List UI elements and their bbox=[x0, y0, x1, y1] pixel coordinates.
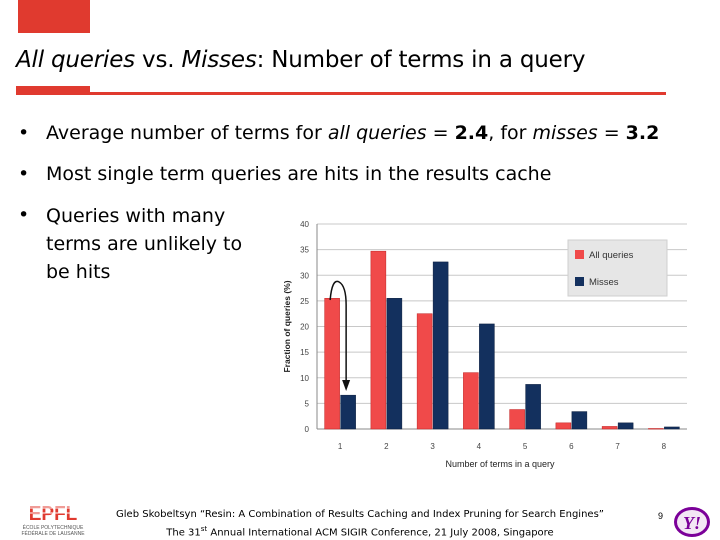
x-tick-label: 8 bbox=[661, 442, 667, 451]
bullet-dot: • bbox=[18, 163, 30, 185]
y-tick-label: 35 bbox=[300, 245, 309, 255]
terms-bar-chart bbox=[275, 210, 695, 475]
x-tick-label: 4 bbox=[476, 442, 482, 451]
bar-misses-4 bbox=[479, 324, 494, 429]
bar-all-queries-7 bbox=[602, 426, 617, 429]
bar-all-queries-3 bbox=[417, 314, 432, 429]
legend-swatch bbox=[575, 277, 584, 286]
page-number: 9 bbox=[658, 511, 664, 521]
x-tick-label: 7 bbox=[615, 442, 620, 451]
footer-line-2: The 31st Annual International ACM SIGIR Conference, 21 July 2008, Singapore bbox=[166, 525, 554, 539]
bar-all-queries-6 bbox=[556, 423, 571, 429]
title-rest: : Number of terms in a query bbox=[256, 47, 586, 73]
epfl-logo-sub1: ÉCOLE POLYTECHNIQUE bbox=[22, 525, 84, 531]
footer-line-1: Gleb Skobeltsyn “Resin: A Combination of Results Caching and Index Pruning for Search Engines” bbox=[116, 509, 604, 520]
bar-all-queries-5 bbox=[510, 410, 525, 429]
x-tick-label: 2 bbox=[384, 442, 389, 451]
yahoo-logo-text: Y! bbox=[683, 513, 701, 533]
bar-all-queries-1 bbox=[325, 298, 340, 429]
bar-all-queries-2 bbox=[371, 251, 386, 429]
bar-misses-5 bbox=[526, 384, 541, 429]
bar-misses-6 bbox=[572, 412, 587, 429]
title-misses: Misses bbox=[181, 47, 257, 73]
x-tick-label: 3 bbox=[430, 442, 435, 451]
epfl-logo bbox=[14, 500, 92, 538]
y-tick-label: 40 bbox=[300, 220, 309, 229]
y-tick-label: 20 bbox=[300, 322, 309, 332]
y-tick-label: 25 bbox=[300, 296, 309, 306]
x-tick-label: 1 bbox=[337, 442, 343, 451]
slide-title bbox=[16, 47, 585, 73]
legend-label: Misses bbox=[589, 277, 619, 288]
y-tick-label: 5 bbox=[304, 399, 309, 409]
x-axis-title: Number of terms in a query bbox=[445, 459, 555, 469]
footer-citation bbox=[100, 507, 620, 540]
title-vs: vs. bbox=[134, 47, 182, 73]
legend-label: All queries bbox=[589, 250, 634, 261]
title-rule bbox=[16, 92, 666, 95]
bar-misses-7 bbox=[618, 423, 633, 429]
bar-misses-1 bbox=[341, 395, 356, 429]
y-tick-label: 10 bbox=[300, 373, 309, 383]
accent-tab bbox=[18, 0, 90, 33]
bar-misses-2 bbox=[387, 298, 402, 429]
y-tick-label: 30 bbox=[300, 271, 309, 281]
yahoo-logo bbox=[670, 500, 720, 540]
x-tick-label: 5 bbox=[522, 442, 528, 451]
y-tick-label: 0 bbox=[304, 425, 309, 434]
bar-all-queries-8 bbox=[648, 428, 663, 429]
bar-all-queries-4 bbox=[463, 373, 478, 429]
y-tick-label: 15 bbox=[300, 348, 309, 358]
bullet-dot: • bbox=[18, 204, 30, 226]
x-tick-label: 6 bbox=[569, 442, 574, 451]
bar-misses-3 bbox=[433, 262, 448, 429]
epfl-logo-sub2: FÉDÉRALE DE LAUSANNE bbox=[21, 531, 85, 537]
legend-swatch bbox=[575, 250, 584, 259]
bullet-1-text: Average number of terms for all queries = 2.4, for misses = 3.2 bbox=[46, 122, 660, 144]
bullet-3-text: Queries with many terms are unlikely to be hits bbox=[46, 205, 243, 283]
bar-misses-8 bbox=[664, 427, 679, 429]
epfl-logo-text: EPFL bbox=[28, 504, 78, 525]
bullet-2-text: Most single term queries are hits in the results cache bbox=[46, 163, 552, 185]
title-all-queries: All queries bbox=[16, 47, 135, 73]
y-axis-title: Fraction of queries (%) bbox=[282, 280, 292, 373]
bullet-dot: • bbox=[18, 122, 30, 144]
